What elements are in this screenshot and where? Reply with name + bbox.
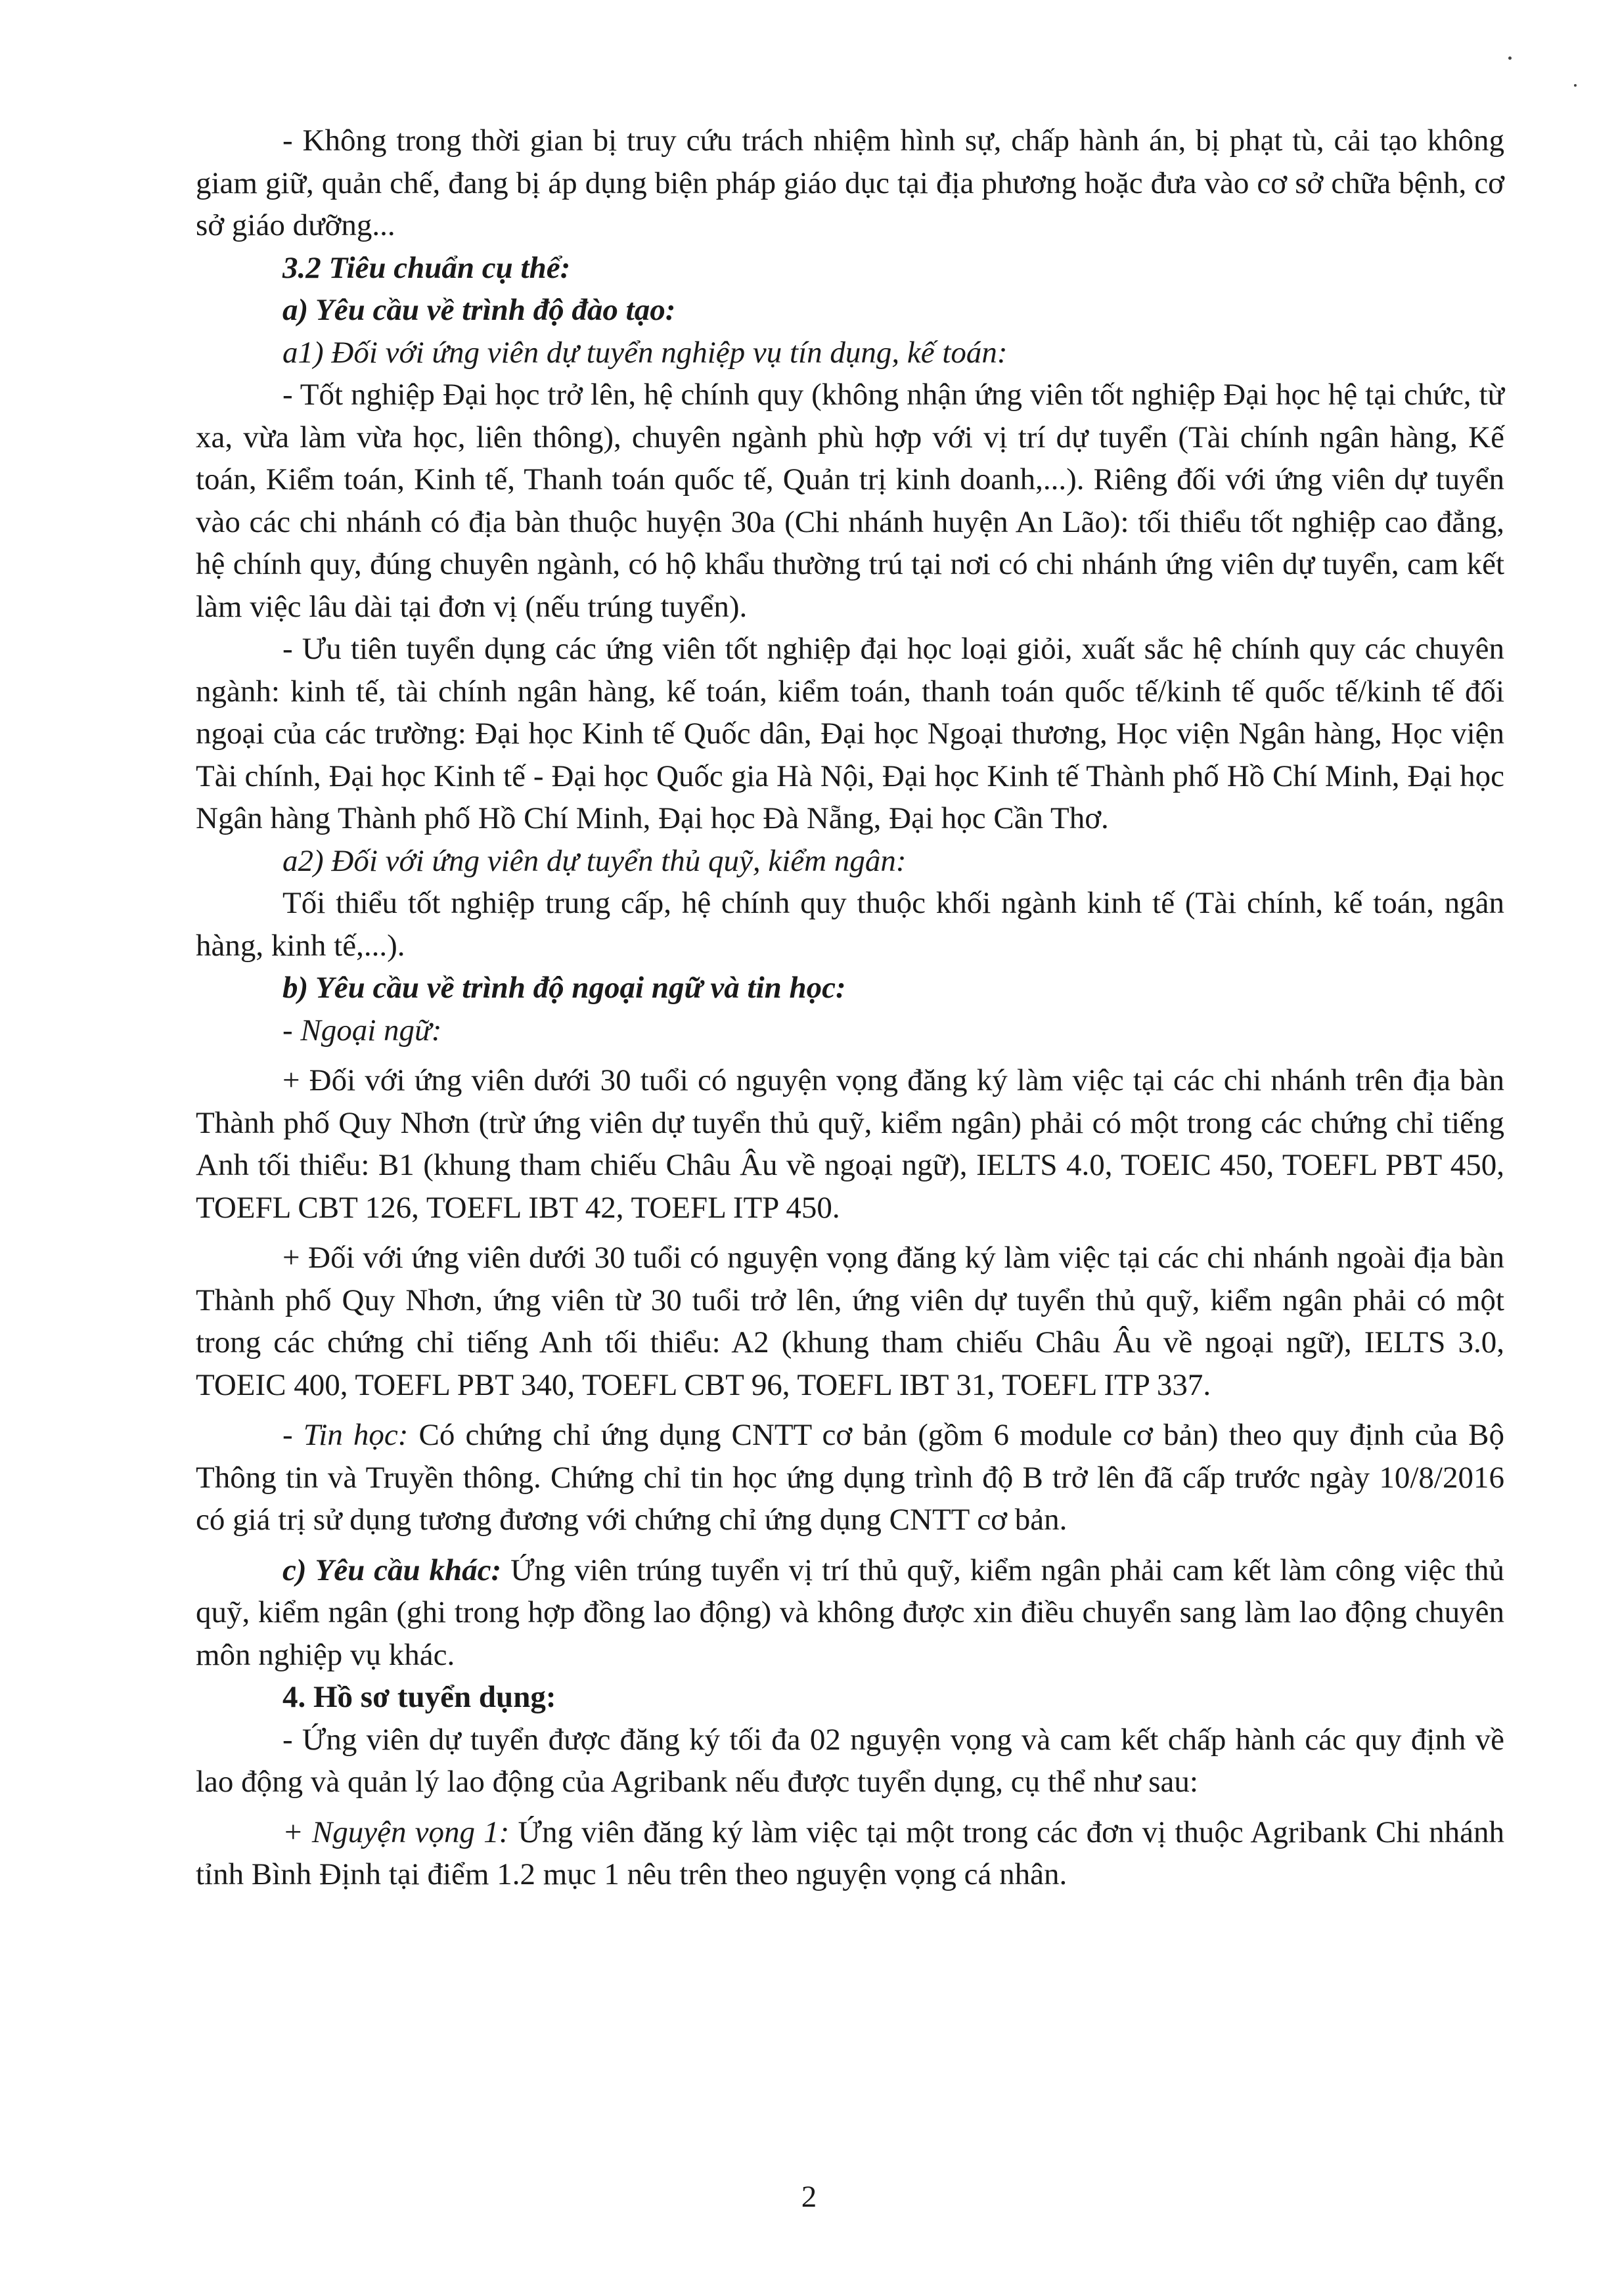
label-other-requirements: c) Yêu cầu khác: bbox=[282, 1553, 502, 1587]
page-number: 2 bbox=[801, 2180, 817, 2214]
scan-dot bbox=[1508, 56, 1512, 60]
heading-language-it: b) Yêu cầu về trình độ ngoại ngữ và tin học: bbox=[282, 971, 846, 1005]
paragraph-it-certificate bbox=[196, 1414, 1504, 1541]
paragraph-degree-requirement: - Tốt nghiệp Đại học trở lên, hệ chính quy (không nhận ứng viên tốt nghiệp Đại học hệ tại chức, từ xa, vừa làm vừa học, liên thông), chuyên ngành phù hợp với vị trí dự tuyển (Tài chính ngân hàng, Kế toán, Kiểm toán, Kinh tế, Thanh toán quốc tế, Quản trị kinh doanh,...). Riêng đối với ứng viên dự tuyển vào các chi nhánh có địa bàn thuộc huyện 30a (Chi nhánh huyện An Lão): tối thiểu tốt nghiệp cao đẳng, hệ chính quy, đúng chuyên ngành, có hộ khẩu thường trú tại nơi có chi nhánh ứng viên dự tuyển, cam kết làm việc lâu dài tại đơn vị (nếu trúng tuyển). bbox=[196, 378, 1504, 624]
label-it: - Tin học: bbox=[282, 1418, 409, 1452]
subheading-cashier: a2) Đối với ứng viên dự tuyển thủ quỹ, kiểm ngân: bbox=[282, 843, 907, 878]
paragraph-language-other: + Đối với ứng viên dưới 30 tuổi có nguyện vọng đăng ký làm việc tại các chi nhánh ngoài địa bàn Thành phố Quy Nhơn, ứng viên từ 30 tuổi trở lên, ứng viên dự tuyển thủ quỹ, kiểm ngân phải có một trong các chứng chỉ tiếng Anh tối thiểu: A2 (khung tham chiếu Châu Âu về ngoại ngữ), IELTS 3.0, TOEIC 400, TOEFL PBT 340, TOEFL CBT 96, TOEFL IBT 31, TOEFL ITP 337. bbox=[196, 1241, 1504, 1402]
paragraph-other-requirements bbox=[196, 1549, 1504, 1677]
paragraph-language-quy-nhon: + Đối với ứng viên dưới 30 tuổi có nguyện vọng đăng ký làm việc tại các chi nhánh trên địa bàn Thành phố Quy Nhơn (trừ ứng viên dự tuyển thủ quỹ, kiểm ngân) phải có một trong các chứng chỉ tiếng Anh tối thiểu: B1 (khung tham chiếu Châu Âu về ngoại ngữ), IELTS 4.0, TOEIC 450, TOEFL PBT 450, TOEFL CBT 126, TOEFL IBT 42, TOEFL ITP 450. bbox=[196, 1063, 1504, 1225]
text-it: Có chứng chỉ ứng dụng CNTT cơ bản (gồm 6 module cơ bản) theo quy định của Bộ Thông tin và Truyền thông. Chứng chỉ tin học ứng dụng trình độ B trở lên đã cấp trước ngày 10/8/2016 có giá trị sử dụng tương đương với chứng chỉ ứng dụng CNTT cơ bản. bbox=[196, 1418, 1504, 1537]
paragraph-priority-universities: - Ưu tiên tuyển dụng các ứng viên tốt nghiệp đại học loại giỏi, xuất sắc hệ chính quy các chuyên ngành: kinh tế, tài chính ngân hàng, kế toán, kiểm toán, thanh toán quốc tế/kinh tế quốc tế/kinh tế đối ngoại của các trường: Đại học Kinh tế Quốc dân, Đại học Ngoại thương, Học viện Ngân hàng, Học viện Tài chính, Đại học Kinh tế - Đại học Quốc gia Hà Nội, Đại học Kinh tế Thành phố Hồ Chí Minh, Đại học Ngân hàng Thành phố Hồ Chí Minh, Đại học Đà Nẵng, Đại học Cần Thơ. bbox=[196, 632, 1504, 835]
document-body bbox=[196, 120, 1504, 1896]
subheading-foreign-language: - Ngoại ngữ: bbox=[282, 1013, 442, 1048]
label-preference-1: + Nguyện vọng 1: bbox=[282, 1815, 510, 1849]
paragraph-cashier-degree: Tối thiểu tốt nghiệp trung cấp, hệ chính quy thuộc khối ngành kinh tế (Tài chính, kế toán, ngân hàng, kinh tế,...). bbox=[196, 886, 1504, 963]
text-preference-1: Ứng viên đăng ký làm việc tại một trong các đơn vị thuộc Agribank Chi nhánh tỉnh Bình Định tại điểm 1.2 mục 1 nêu trên theo nguyện vọng cá nhân. bbox=[196, 1815, 1504, 1891]
text-other-requirements: Ứng viên trúng tuyển vị trí thủ quỹ, kiểm ngân phải cam kết làm công việc thủ quỹ, kiểm ngân (ghi trong hợp đồng lao động) và không được xin điều chuyển sang làm lao động chuyên môn nghiệp vụ khác. bbox=[196, 1553, 1505, 1672]
subheading-credit-accounting: a1) Đối với ứng viên dự tuyển nghiệp vụ tín dụng, kế toán: bbox=[282, 335, 1008, 370]
paragraph-two-preferences: - Ứng viên dự tuyển được đăng ký tối đa 02 nguyện vọng và cam kết chấp hành các quy định về lao động và quản lý lao động của Agribank nếu được tuyển dụng, cụ thể như sau: bbox=[196, 1722, 1504, 1799]
heading-application-dossier: 4. Hồ sơ tuyển dụng: bbox=[282, 1680, 556, 1714]
paragraph-eligibility: - Không trong thời gian bị truy cứu trách nhiệm hình sự, chấp hành án, bị phạt tù, cải tạo không giam giữ, quản chế, đang bị áp dụng biện pháp giáo dục tại địa phương hoặc đưa vào cơ sở chữa bệnh, cơ sở giáo dưỡng... bbox=[196, 123, 1504, 242]
heading-specific-criteria: 3.2 Tiêu chuẩn cụ thể: bbox=[282, 250, 571, 285]
heading-education-requirements: a) Yêu cầu về trình độ đào tạo: bbox=[282, 293, 676, 327]
paragraph-preference-1 bbox=[196, 1811, 1504, 1896]
scan-dot bbox=[1574, 84, 1577, 87]
